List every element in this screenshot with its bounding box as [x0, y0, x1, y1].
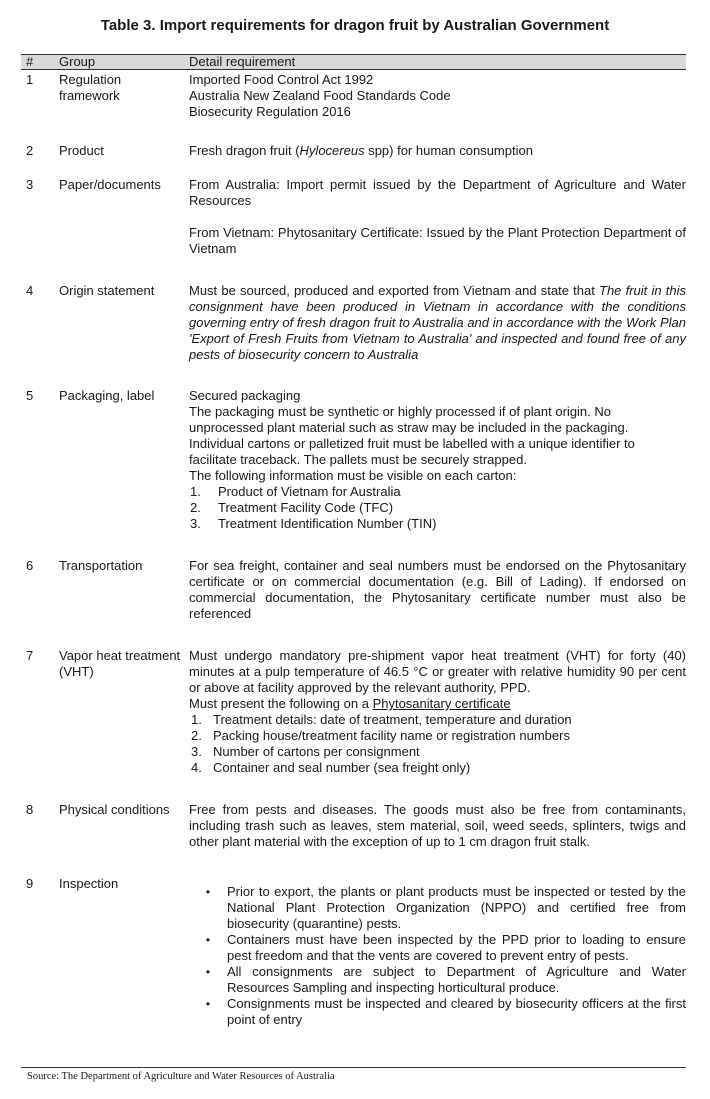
row-detail: [189, 876, 686, 1028]
row-detail: [189, 388, 686, 532]
header-group: Group: [59, 54, 96, 69]
list-item: • Prior to export, the plants or plant products must be inspected or tested by the National Plant Protection Organization (NPPO) and certified free from biosecurity (quarantine) pests.: [189, 884, 686, 932]
header-detail: Detail requirement: [189, 54, 296, 69]
list-item: 2. Packing house/treatment facility name or registration numbers: [191, 728, 570, 743]
list-item: • Containers must have been inspected by the PPD prior to loading to ensure pest freedom and that the vents are covered to prevent entry of pests.: [189, 932, 686, 964]
bullet-icon: •: [205, 885, 211, 899]
detail-paragraph: The following information must be visible on each carton:: [189, 468, 517, 483]
row-number: 1: [26, 72, 34, 87]
table-row-2: [21, 143, 686, 159]
detail-text: spp) for human consumption: [364, 143, 533, 158]
source-note: Source: The Department of Agriculture and Water Resources of Australia: [27, 1071, 335, 1082]
list-item: 1. Product of Vietnam for Australia: [190, 484, 401, 499]
row-detail: [189, 558, 686, 622]
list-item: 2. Treatment Facility Code (TFC): [190, 500, 394, 515]
bullet-icon: •: [205, 933, 211, 947]
list-item: 3. Number of cartons per consignment: [191, 744, 420, 759]
row-number: 9: [26, 876, 34, 891]
list-item: • Consignments must be inspected and cleared by biosecurity officers at the first point of entry: [189, 996, 686, 1028]
row-detail: [189, 72, 686, 120]
row-detail: [189, 648, 686, 776]
origin-statement-text: The fruit in this consignment have been produced in Vietnam in accordance with the conditions governing entry of fresh dragon fruit to Australia and in accordance with the Work Plan 'Export of Fresh Fruits from Vietnam to Australia' and inspected and found free of any pests of biosecurity concern to Australia: [189, 283, 686, 362]
detail-paragraph: The packaging must be synthetic or highly processed if of plant origin. No unprocessed plant material such as straw may be included in the packaging. Individual cartons or palletized fruit must be labelled with a unique identifier to facilitate traceback. The pallets must be securely strapped.: [189, 404, 635, 467]
row-number: 4: [26, 283, 34, 298]
detail-paragraph: For sea freight, container and seal numbers must be endorsed on the Phytosanitary certificate or on commercial documentation (e.g. Bill of Lading). If endorsed on commercial documentation, the Phytosanitary certificate number must also be referenced: [189, 558, 686, 621]
certificate-details-list: [189, 712, 686, 776]
header-num: #: [26, 54, 34, 69]
detail-line: Biosecurity Regulation 2016: [189, 104, 351, 119]
list-item: 1. Treatment details: date of treatment, temperature and duration: [191, 712, 572, 727]
row-number: 6: [26, 558, 34, 573]
bullet-icon: •: [205, 965, 211, 979]
table-row-5: [21, 388, 686, 532]
row-group: Origin statement: [59, 283, 155, 298]
row-number: 2: [26, 143, 34, 158]
detail-paragraph: Must undergo mandatory pre-shipment vapor heat treatment (VHT) for forty (40) minutes at a pulp temperature of 46.5 °C or greater with relative humidity 90 per cent or above at facility approved by the relevant authority, PPD.: [189, 648, 686, 695]
list-item: 3. Treatment Identification Number (TIN): [190, 516, 437, 531]
detail-paragraph: Free from pests and diseases. The goods must also be free from contaminants, including trash such as leaves, stem material, soil, weed seeds, splinters, twigs and other plant material with the exception of up to 1 cm dragon fruit stalk.: [189, 802, 686, 849]
table-row-8: [21, 802, 686, 850]
row-group: Vapor heat treatment (VHT): [59, 648, 181, 679]
row-detail: [189, 802, 686, 850]
detail-paragraph: Secured packaging: [189, 388, 301, 403]
row-group: Packaging, label: [59, 388, 155, 403]
row-number: 3: [26, 177, 34, 192]
detail-paragraph: From Australia: Import permit issued by the Department of Agriculture and Water Resources: [189, 177, 686, 208]
table-row-7: [21, 648, 686, 776]
detail-paragraph: From Vietnam: Phytosanitary Certificate: Issued by the Plant Protection Department of Vietnam: [189, 225, 686, 256]
table-bottom-rule: [21, 1067, 686, 1068]
table-header-row: [21, 55, 686, 70]
phytosanitary-certificate-term: Phytosanitary certificate: [372, 696, 511, 711]
row-group: Paper/documents: [59, 177, 161, 192]
requirements-table: [21, 54, 686, 1028]
row-detail: [189, 177, 686, 257]
row-number: 5: [26, 388, 34, 403]
row-detail: [189, 143, 686, 159]
table-row-9: [21, 876, 686, 1028]
row-number: 8: [26, 802, 34, 817]
table-row-6: [21, 558, 686, 622]
table-row-3: [21, 177, 686, 257]
detail-text: Must present the following on a: [189, 696, 373, 711]
detail-text: Must be sourced, produced and exported from Vietnam and state that: [189, 283, 600, 298]
row-detail: [189, 283, 686, 363]
detail-line: Australia New Zealand Food Standards Code: [189, 88, 451, 103]
bullet-icon: •: [205, 997, 211, 1011]
table-row-4: [21, 283, 686, 363]
row-group: Product: [59, 143, 104, 158]
row-group: Physical conditions: [59, 802, 170, 817]
table-caption: Table 3. Import requirements for dragon fruit by Australian Government: [100, 17, 610, 34]
row-group: Transportation: [59, 558, 143, 573]
detail-text: Fresh dragon fruit (: [189, 143, 300, 158]
carton-info-list: [189, 484, 686, 532]
row-group: Regulation framework: [59, 72, 122, 103]
detail-line: Imported Food Control Act 1992: [189, 72, 374, 87]
list-item: • All consignments are subject to Department of Agriculture and Water Resources Sampling and inspecting horticultural produce.: [189, 964, 686, 996]
list-item: 4. Container and seal number (sea freight only): [191, 760, 471, 775]
table-row-1: [21, 72, 686, 120]
inspection-bullet-list: [189, 884, 686, 1028]
row-group: Inspection: [59, 876, 119, 891]
species-name: Hylocereus: [299, 143, 365, 158]
row-number: 7: [26, 648, 34, 663]
